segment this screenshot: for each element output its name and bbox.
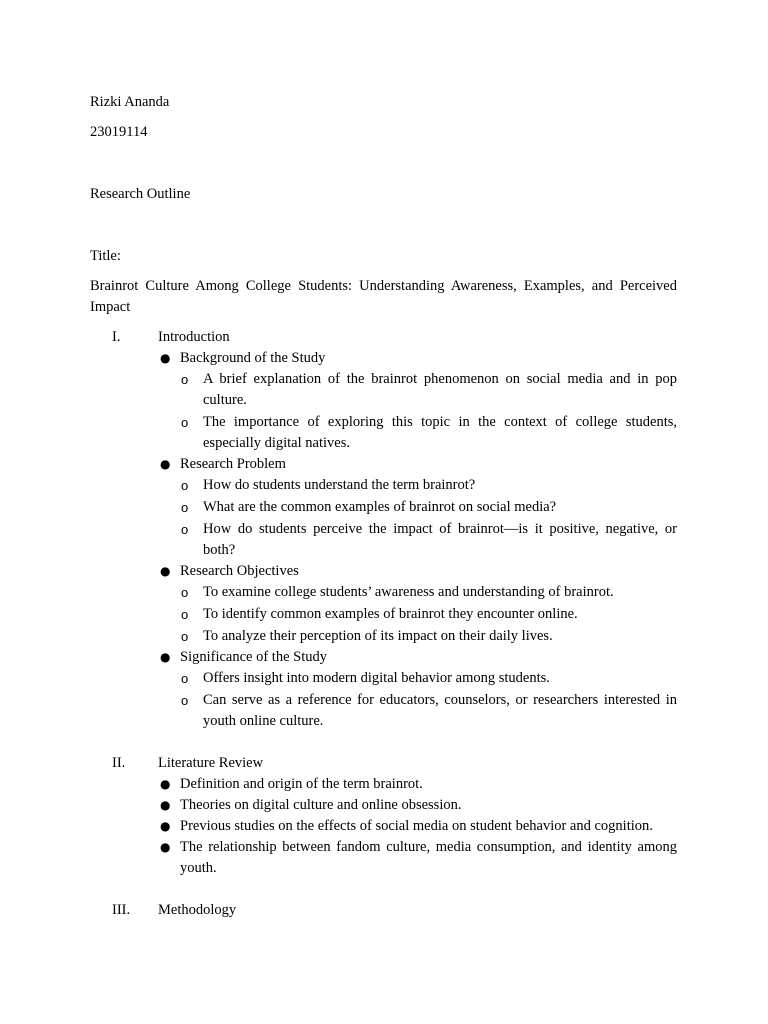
sub-marker: o xyxy=(181,522,189,537)
bullet-text: Research Objectives xyxy=(180,563,299,579)
bullet-item xyxy=(158,647,677,732)
bullet-marker: ● xyxy=(160,457,171,471)
section-number: I. xyxy=(112,329,121,345)
document-type: Research Outline xyxy=(90,186,191,202)
section-heading xyxy=(90,327,677,348)
sub-item xyxy=(180,519,677,561)
sub-list xyxy=(180,668,677,732)
sub-item-text: What are the common examples of brainrot on social media? xyxy=(203,499,557,515)
bullet-text: Research Problem xyxy=(180,456,286,472)
bullet-marker: ● xyxy=(160,351,171,365)
bullet-item xyxy=(158,837,677,879)
sub-item-text: To identify common examples of brainrot they encounter online. xyxy=(203,606,578,622)
bullet-item xyxy=(158,561,677,647)
outline-section xyxy=(90,327,677,732)
sub-marker: o xyxy=(181,607,189,622)
outline-section xyxy=(90,900,677,921)
sub-item xyxy=(180,497,677,518)
sub-marker: o xyxy=(181,478,189,493)
bullet-text: Definition and origin of the term brainrot. xyxy=(180,776,423,792)
sub-item-text: Offers insight into modern digital behavior among students. xyxy=(203,670,550,686)
bullet-list xyxy=(158,774,677,879)
bullet-marker: ● xyxy=(160,840,171,854)
outline-section xyxy=(90,753,677,879)
title-label: Title: xyxy=(90,248,121,264)
sub-item xyxy=(180,626,677,647)
sub-list xyxy=(180,369,677,454)
student-id: 23019114 xyxy=(90,124,148,140)
sub-item-text: A brief explanation of the brainrot phenomenon on social media and in pop culture. xyxy=(203,371,677,408)
sub-item-text: How do students understand the term brainrot? xyxy=(203,477,476,493)
sub-item xyxy=(180,582,677,603)
section-title: Introduction xyxy=(158,329,230,345)
bullet-text: The relationship between fandom culture, media consumption, and identity among youth. xyxy=(180,839,677,876)
bullet-marker: ● xyxy=(160,650,171,664)
bullet-text: Previous studies on the effects of social media on student behavior and cognition. xyxy=(180,818,653,834)
bullet-marker: ● xyxy=(160,564,171,578)
section-title: Literature Review xyxy=(158,755,264,771)
bullet-item xyxy=(158,454,677,561)
research-title: Brainrot Culture Among College Students: Understanding Awareness, Examples, and Perceived Impact xyxy=(90,278,677,315)
bullet-marker: ● xyxy=(160,798,171,812)
bullet-list xyxy=(158,348,677,732)
section-heading xyxy=(90,753,677,774)
bullet-marker: ● xyxy=(160,777,171,791)
bullet-item xyxy=(158,348,677,454)
author-name: Rizki Ananda xyxy=(90,94,170,110)
document-body xyxy=(90,92,677,921)
bullet-text: Theories on digital culture and online obsession. xyxy=(180,797,462,813)
sub-item-text: The importance of exploring this topic in the context of college students, especially digital natives. xyxy=(203,414,677,451)
bullet-item xyxy=(158,774,677,795)
sub-marker: o xyxy=(181,629,189,644)
section-number: II. xyxy=(112,755,126,771)
section-heading xyxy=(90,900,677,921)
bullet-item xyxy=(158,795,677,816)
bullet-text: Background of the Study xyxy=(180,350,326,366)
bullet-item xyxy=(158,816,677,837)
sub-item xyxy=(180,690,677,732)
bullet-text: Significance of the Study xyxy=(180,649,327,665)
bullet-marker: ● xyxy=(160,819,171,833)
sub-marker: o xyxy=(181,500,189,515)
sub-item-text: How do students perceive the impact of brainrot—is it positive, negative, or both? xyxy=(203,521,677,558)
sub-marker: o xyxy=(181,585,189,600)
sub-list xyxy=(180,475,677,561)
sub-item xyxy=(180,604,677,625)
sub-marker: o xyxy=(181,415,189,430)
outline xyxy=(90,327,677,921)
sub-marker: o xyxy=(181,693,189,708)
sub-item xyxy=(180,412,677,454)
sub-list xyxy=(180,582,677,647)
sub-item xyxy=(180,668,677,689)
sub-item xyxy=(180,475,677,496)
sub-item-text: Can serve as a reference for educators, counselors, or researchers interested in youth online culture. xyxy=(203,692,677,729)
section-number: III. xyxy=(112,902,131,918)
section-title: Methodology xyxy=(158,902,237,918)
sub-marker: o xyxy=(181,671,189,686)
sub-marker: o xyxy=(181,372,189,387)
sub-item-text: To analyze their perception of its impact on their daily lives. xyxy=(203,628,553,644)
sub-item-text: To examine college students’ awareness and understanding of brainrot. xyxy=(203,584,614,600)
sub-item xyxy=(180,369,677,411)
